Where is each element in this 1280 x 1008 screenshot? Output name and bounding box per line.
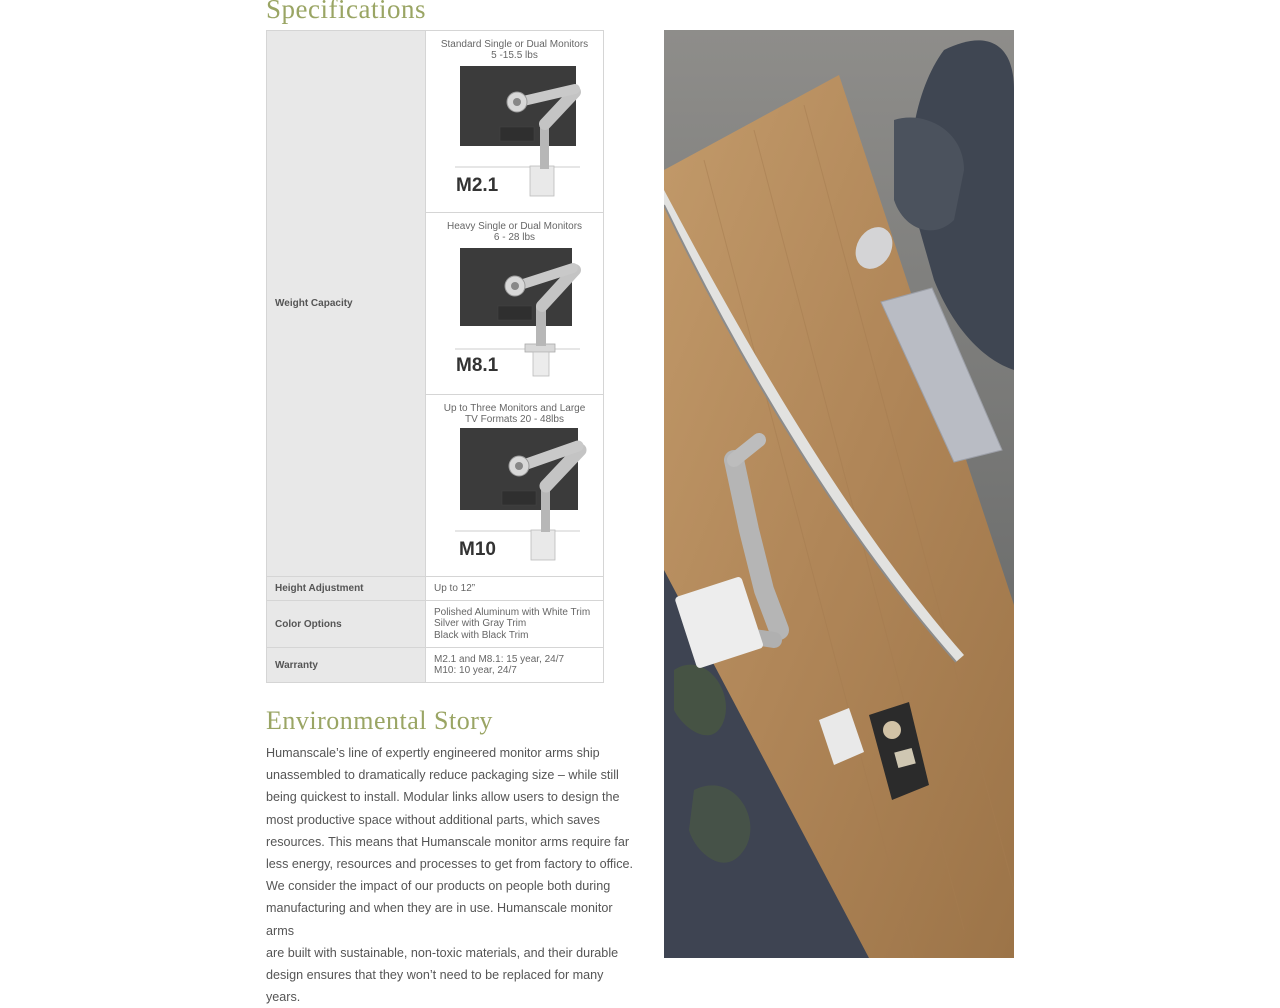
warranty-label: Warranty [267,648,426,683]
text-line: Humanscale’s line of expertly engineered monitor arms ship [266,746,600,760]
capacity-description: Up to Three Monitors and Large TV Formats 20 - 48lbs [443,403,586,425]
height-adjustment-value: Up to 12” [426,577,604,601]
table-row [267,577,604,601]
model-label: M2.1 [455,175,498,196]
capacity-m10 [426,395,604,577]
environmental-story-heading: Environmental Story [266,706,493,735]
workspace-photo [664,30,1014,958]
environmental-story-text [266,742,638,1008]
warranty-value: M2.1 and M8.1: 15 year, 24/7 M10: 10 year, 24/7 [426,648,604,683]
specifications-table [266,30,604,683]
capacity-description: Heavy Single or Dual Monitors 6 - 28 lbs [446,221,583,243]
color-options-label: Color Options [267,601,426,648]
monitor-arm-m2-1-illustration [435,64,595,199]
height-adjustment-label: Height Adjustment [267,577,426,601]
text-line: unassembled to dramatically reduce packaging size – while still [266,768,619,783]
monitor-arm-m8-1-illustration [435,246,595,381]
table-row [267,31,604,213]
text-line: are built with sustainable, non-toxic materials, and their durable [266,945,619,960]
weight-capacity-label: Weight Capacity [267,31,426,577]
text-line: design ensures that they won’t need to be replaced for many years. [266,968,604,1005]
capacity-description: Standard Single or Dual Monitors 5 -15.5 lbs [440,39,589,61]
capacity-m8-1 [426,213,604,395]
text-line: resources. This means that Humanscale monitor arms require far [266,834,630,849]
text-line: most productive space without additional parts, which saves [266,812,600,827]
text-line: being quickest to install. Modular links allow users to design the [266,790,620,805]
table-row [267,601,604,648]
text-line: We consider the impact of our products on people both during [266,879,611,894]
specifications-heading: Specifications [266,0,426,24]
table-row [267,648,604,683]
capacity-m2-1 [426,31,604,213]
text-line: less energy, resources and processes to get from factory to office. [266,857,634,872]
overhead-desk-photo [664,30,1014,958]
monitor-arm-m10-illustration [435,428,595,563]
model-label: M8.1 [455,355,498,376]
color-options-value: Polished Aluminum with White Trim Silver with Gray Trim Black with Black Trim [426,601,604,648]
model-label: M10 [458,539,496,560]
text-line: manufacturing and when they are in use. Humanscale monitor arms [266,901,613,938]
